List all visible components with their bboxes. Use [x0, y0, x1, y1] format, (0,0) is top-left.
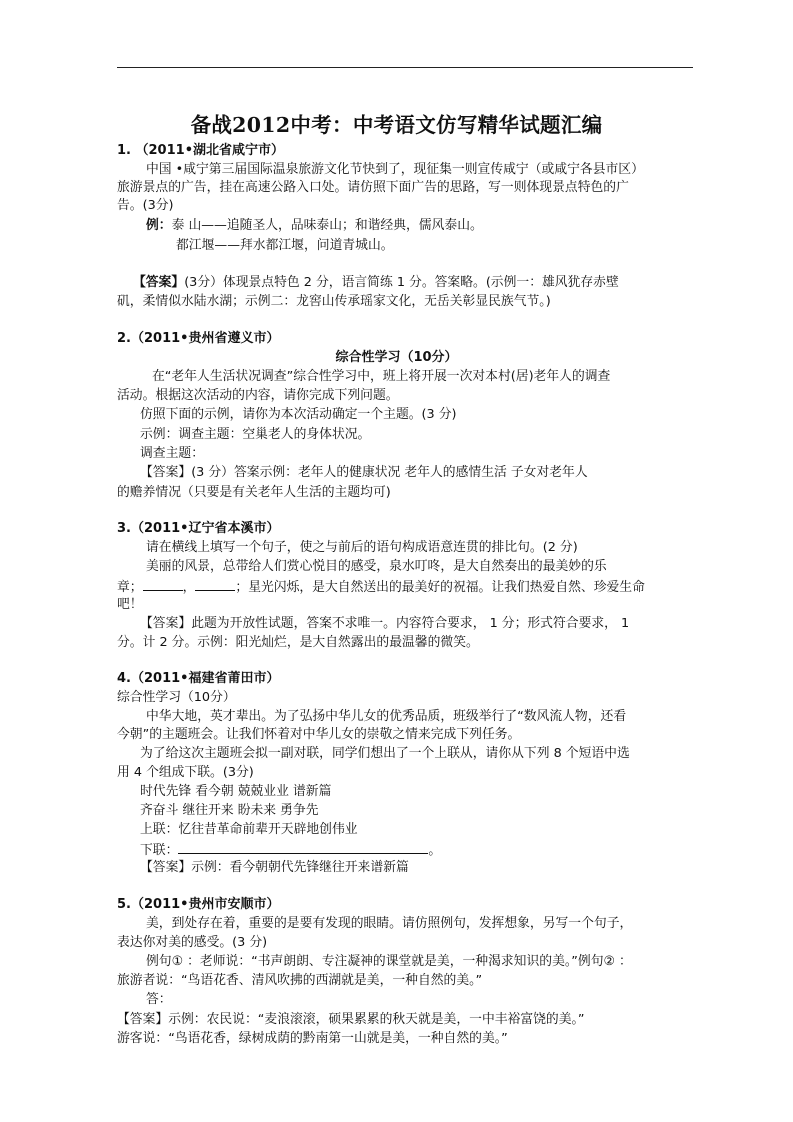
- q5-line: 表达你对美的感受。(3 分): [117, 935, 268, 950]
- q4-blank[interactable]: [178, 841, 428, 854]
- document-title: 备战2012中考：中考语文仿写精华试题汇编: [190, 113, 603, 137]
- q4-lower-couplet: [140, 841, 441, 859]
- q3-text: ；星光闪烁，是大自然送出的最美好的祝福。让我们热爱自然、珍爱生命: [235, 580, 645, 595]
- q3-heading: 3.（2011•辽宁省本溪市）: [117, 521, 280, 536]
- q5-answer-prompt: 答：: [146, 992, 172, 1007]
- q3-blank[interactable]: [143, 578, 183, 591]
- q3-answer-line: 分。计 2 分。示例：阳光灿烂，是大自然露出的最温馨的微笑。: [117, 635, 479, 650]
- q2-line: 调查主题：: [140, 446, 204, 461]
- q2-subtitle: 综合性学习（10分）: [335, 350, 458, 365]
- q3-blank[interactable]: [195, 578, 235, 591]
- q3-text: ，: [182, 580, 196, 595]
- q4-subtitle: 综合性学习（10分）: [117, 690, 236, 705]
- q1-line: 中国 •咸宁第三届国际温泉旅游文化节快到了，现征集一则宣传咸宁（或咸宁各县市区）: [146, 162, 644, 177]
- q1-heading: 1. （2011•湖北省咸宁市）: [117, 143, 285, 158]
- q1-example: [146, 218, 483, 234]
- q5-line: 例句① ：老师说：“书声朗朗、专注凝神的课堂就是美，一种渴求知识的美。”例句② ：: [146, 954, 632, 969]
- q1-example-label: 例：: [146, 218, 172, 233]
- q1-answer-line: 矶，柔情似水陆水湖；示例二：龙窖山传承瑶家文化，无岳关彰显民族气节。): [117, 294, 551, 309]
- q2-answer-line: 的赡养情况（只要是有关老年人生活的主题均可): [117, 485, 391, 500]
- q2-line: 活动。根据这次活动的内容，请你完成下列问题。: [117, 388, 399, 403]
- q3-answer: 【答案】此题为开放性试题，答案不求唯一。内容符合要求， 1 分；形式符合要求， 1: [140, 616, 630, 631]
- q5-answer-line: 游客说：“鸟语花香，绿树成荫的黔南第一山就是美，一种自然的美。”: [117, 1031, 508, 1046]
- q2-line: 在“老年人生活状况调查”综合性学习中，班上将开展一次对本村(居)老年人的调查: [152, 369, 611, 384]
- q1-example-2: 都江堰——拜水都江堰，问道青城山。: [176, 238, 394, 253]
- q3-line: 请在横线上填写一个句子，使之与前后的语句构成语意连贯的排比句。(2 分): [146, 540, 578, 555]
- q3-line: [117, 578, 645, 596]
- q4-upper-couplet: 上联：忆往昔革命前辈开天辟地创伟业: [140, 822, 358, 837]
- q1-line: 告。(3分): [117, 198, 174, 213]
- q4-line: 用 4 个组成下联。(3分): [117, 765, 254, 780]
- q1-answer-text: (3分）体现景点特色 2 分，语言简练 1 分。答案略。(示例一：雄风犹存赤壁: [184, 275, 619, 290]
- q5-line: 旅游者说：“鸟语花香、清风吹拂的西湖就是美，一种自然的美。”: [117, 973, 483, 988]
- q5-line: 美，到处存在着，重要的是要有发现的眼睛。请仿照例句，发挥想象，另写一个句子，: [146, 916, 633, 931]
- q2-line: 示例：调查主题：空巢老人的身体状况。: [140, 427, 371, 442]
- q4-line: 今朝”的主题班会。让我们怀着对中华儿女的崇敬之情来完成下列任务。: [117, 727, 521, 742]
- q1-answer: [133, 275, 619, 291]
- q3-line: 美丽的风景，总带给人们赏心悦目的感受，泉水叮咚，是大自然奏出的最美妙的乐: [146, 559, 607, 574]
- q5-answer: 【答案】示例：农民说：“麦浪滚滚，硕果累累的秋天就是美，一中丰裕富饶的美。”: [117, 1012, 585, 1027]
- q2-answer: 【答案】(3 分）答案示例：老年人的健康状况 老年人的感情生活 子女对老年人: [140, 465, 588, 480]
- q1-line: 旅游景点的广告，挂在高速公路入口处。请仿照下面广告的思路，写一则体现景点特色的广: [117, 180, 629, 195]
- q4-phrases: 时代先锋 看今朝 兢兢业业 谱新篇: [140, 784, 332, 799]
- q4-period: 。: [428, 843, 442, 858]
- q4-phrases: 齐奋斗 继往开来 盼未来 勇争先: [140, 803, 319, 818]
- header-rule: [117, 67, 693, 68]
- q4-answer: 【答案】示例：看今朝朝代先锋继往开来谱新篇: [140, 860, 409, 875]
- q3-text: 章；: [117, 580, 143, 595]
- q3-line: 吧！: [117, 597, 143, 612]
- q4-lower-label: 下联：: [140, 843, 179, 858]
- q1-example-1: 泰 山——追随圣人，品味泰山；和谐经典，儒风泰山。: [171, 218, 483, 233]
- q4-line: 为了给这次主题班会拟一副对联，同学们想出了一个上联从，请你从下列 8 个短语中选: [140, 746, 630, 761]
- q4-line: 中华大地，英才辈出。为了弘扬中华儿女的优秀品质，班级举行了“数风流人物，还看: [146, 709, 627, 724]
- q4-heading: 4.（2011•福建省莆田市）: [117, 671, 280, 686]
- q1-answer-label: 【答案】: [133, 275, 185, 290]
- q2-heading: 2.（2011•贵州省遵义市）: [117, 331, 280, 346]
- q2-line: 仿照下面的示例，请你为本次活动确定一个主题。(3 分): [140, 407, 457, 422]
- q5-heading: 5.（2011•贵州市安顺市）: [117, 897, 280, 912]
